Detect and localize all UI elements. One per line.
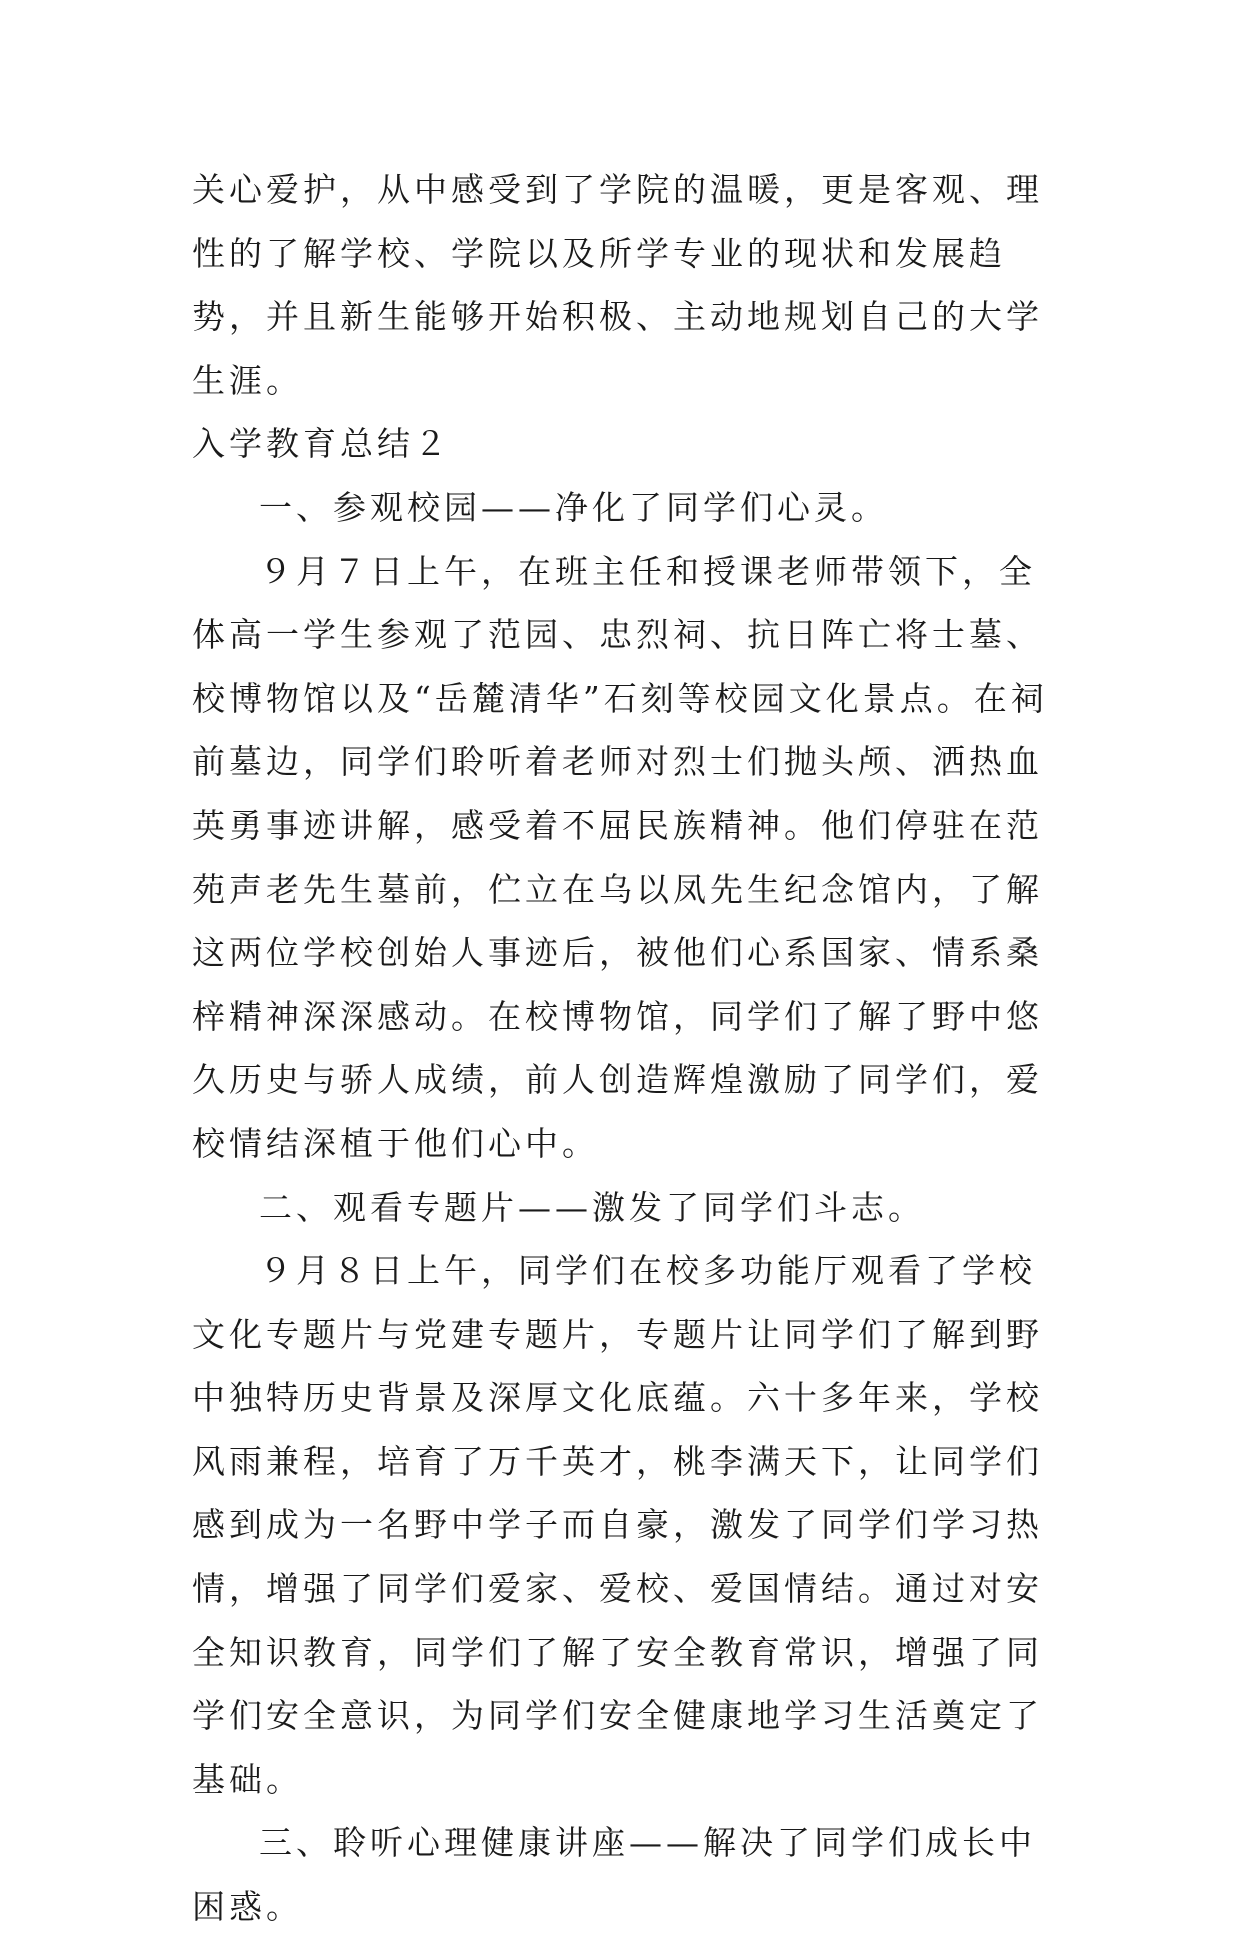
subheading-mental-health: 三、聆听心理健康讲座——解决了同学们成长中困惑。: [192, 1823, 1036, 1927]
document-body: [192, 158, 1072, 1939]
subheading-visit-campus: 一、参观校园——净化了同学们心灵。: [259, 487, 888, 527]
subheading-watch-film: 二、观看专题片——激发了同学们斗志。: [259, 1187, 925, 1227]
paragraph-continued: 关心爱护，从中感受到了学院的温暖，更是客观、理性的了解学校、学院以及所学专业的现状和发展趋势，并且新生能够开始积极、主动地规划自己的大学生涯。: [192, 170, 1043, 400]
paragraph-watch-film: ９月８日上午，同学们在校多功能厅观看了学校文化专题片与党建专题片，专题片让同学们了解到野中独特历史背景及深厚文化底蕴。六十多年来，学校风雨兼程，培育了万千英才，桃李满天下，让同学们感到成为一名野中学子而自豪，激发了同学们学习热情，增强了同学们爱家、爱校、爱国情结。通过对安全知识教育，同学们了解了安全教育常识，增强了同学们安全意识，为同学们安全健康地学习生活奠定了基础。: [192, 1251, 1043, 1799]
paragraph-visit-campus: ９月７日上午，在班主任和授课老师带领下，全体高一学生参观了范园、忠烈祠、抗日阵亡将士墓、校博物馆以及“岳麓清华”石刻等校园文化景点。在祠前墓边，同学们聆听着老师对烈士们抛头颅、洒热血英勇事迹讲解，感受着不屈民族精神。他们停驻在范苑声老先生墓前，伫立在乌以凤先生纪念馆内，了解这两位学校创始人事迹后，被他们心系国家、情系桑梓精神深深感动。在校博物馆，同学们了解了野中悠久历史与骄人成绩，前人创造辉煌激励了同学们，爱校情结深植于他们心中。: [192, 551, 1048, 1163]
section-title: 入学教育总结２: [192, 424, 451, 464]
